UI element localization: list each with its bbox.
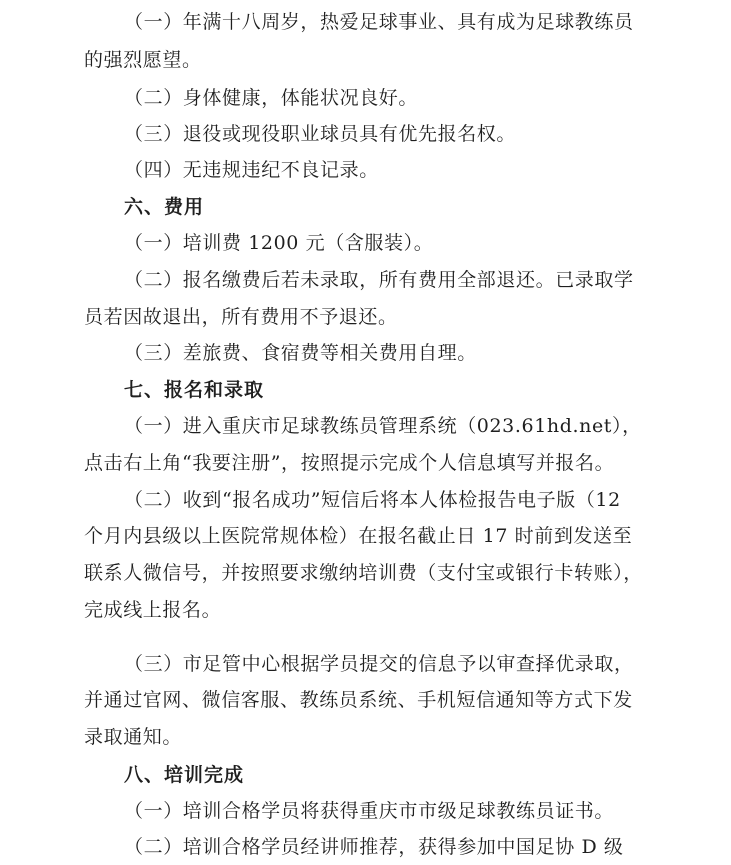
text-line: （三）退役或现役职业球员具有优先报名权。 <box>124 123 517 145</box>
section-heading-completion: 八、培训完成 <box>124 764 245 786</box>
text-line: （二）报名缴费后若未录取，所有费用全部退还。已录取学 <box>124 269 634 291</box>
section-heading-fees: 六、费用 <box>124 196 205 218</box>
text-line: （一）培训合格学员将获得重庆市市级足球教练员证书。 <box>124 800 615 822</box>
text-line: 个月内县级以上医院常规体检）在报名截止日 17 时前到发送至 <box>84 525 633 547</box>
text-line: （二）身体健康，体能状况良好。 <box>124 87 419 109</box>
text-line: （一）进入重庆市足球教练员管理系统（023.61hd.net）， <box>124 415 642 437</box>
text-line: 点击右上角“我要注册”，按照提示完成个人信息填写并报名。 <box>84 452 615 474</box>
text-line: （一）年满十八周岁，热爱足球事业、具有成为足球教练员 <box>124 11 634 33</box>
text-line: 录取通知。 <box>84 726 183 748</box>
text-line: （一）培训费 1200 元（含服装）。 <box>124 232 434 254</box>
text-line: （二）收到“报名成功”短信后将本人体检报告电子版（12 <box>124 489 621 511</box>
text-line: 联系人微信号，并按照要求缴纳培训费（支付宝或银行卡转账）， <box>84 562 643 584</box>
text-line: 员若因故退出，所有费用不予退还。 <box>84 306 398 328</box>
text-line: （三）差旅费、食宿费等相关费用自理。 <box>124 342 477 364</box>
text-line: （二）培训合格学员经讲师推荐，获得参加中国足协 D 级 <box>124 836 624 858</box>
text-line: 的强烈愿望。 <box>84 49 202 71</box>
section-heading-registration: 七、报名和录取 <box>124 379 265 401</box>
text-line: （三）市足管中心根据学员提交的信息予以审查择优录取， <box>124 653 634 675</box>
text-line: （四）无违规违纪不良记录。 <box>124 159 379 181</box>
text-line: 并通过官网、微信客服、教练员系统、手机短信通知等方式下发 <box>84 689 633 711</box>
text-line: 完成线上报名。 <box>84 599 222 621</box>
